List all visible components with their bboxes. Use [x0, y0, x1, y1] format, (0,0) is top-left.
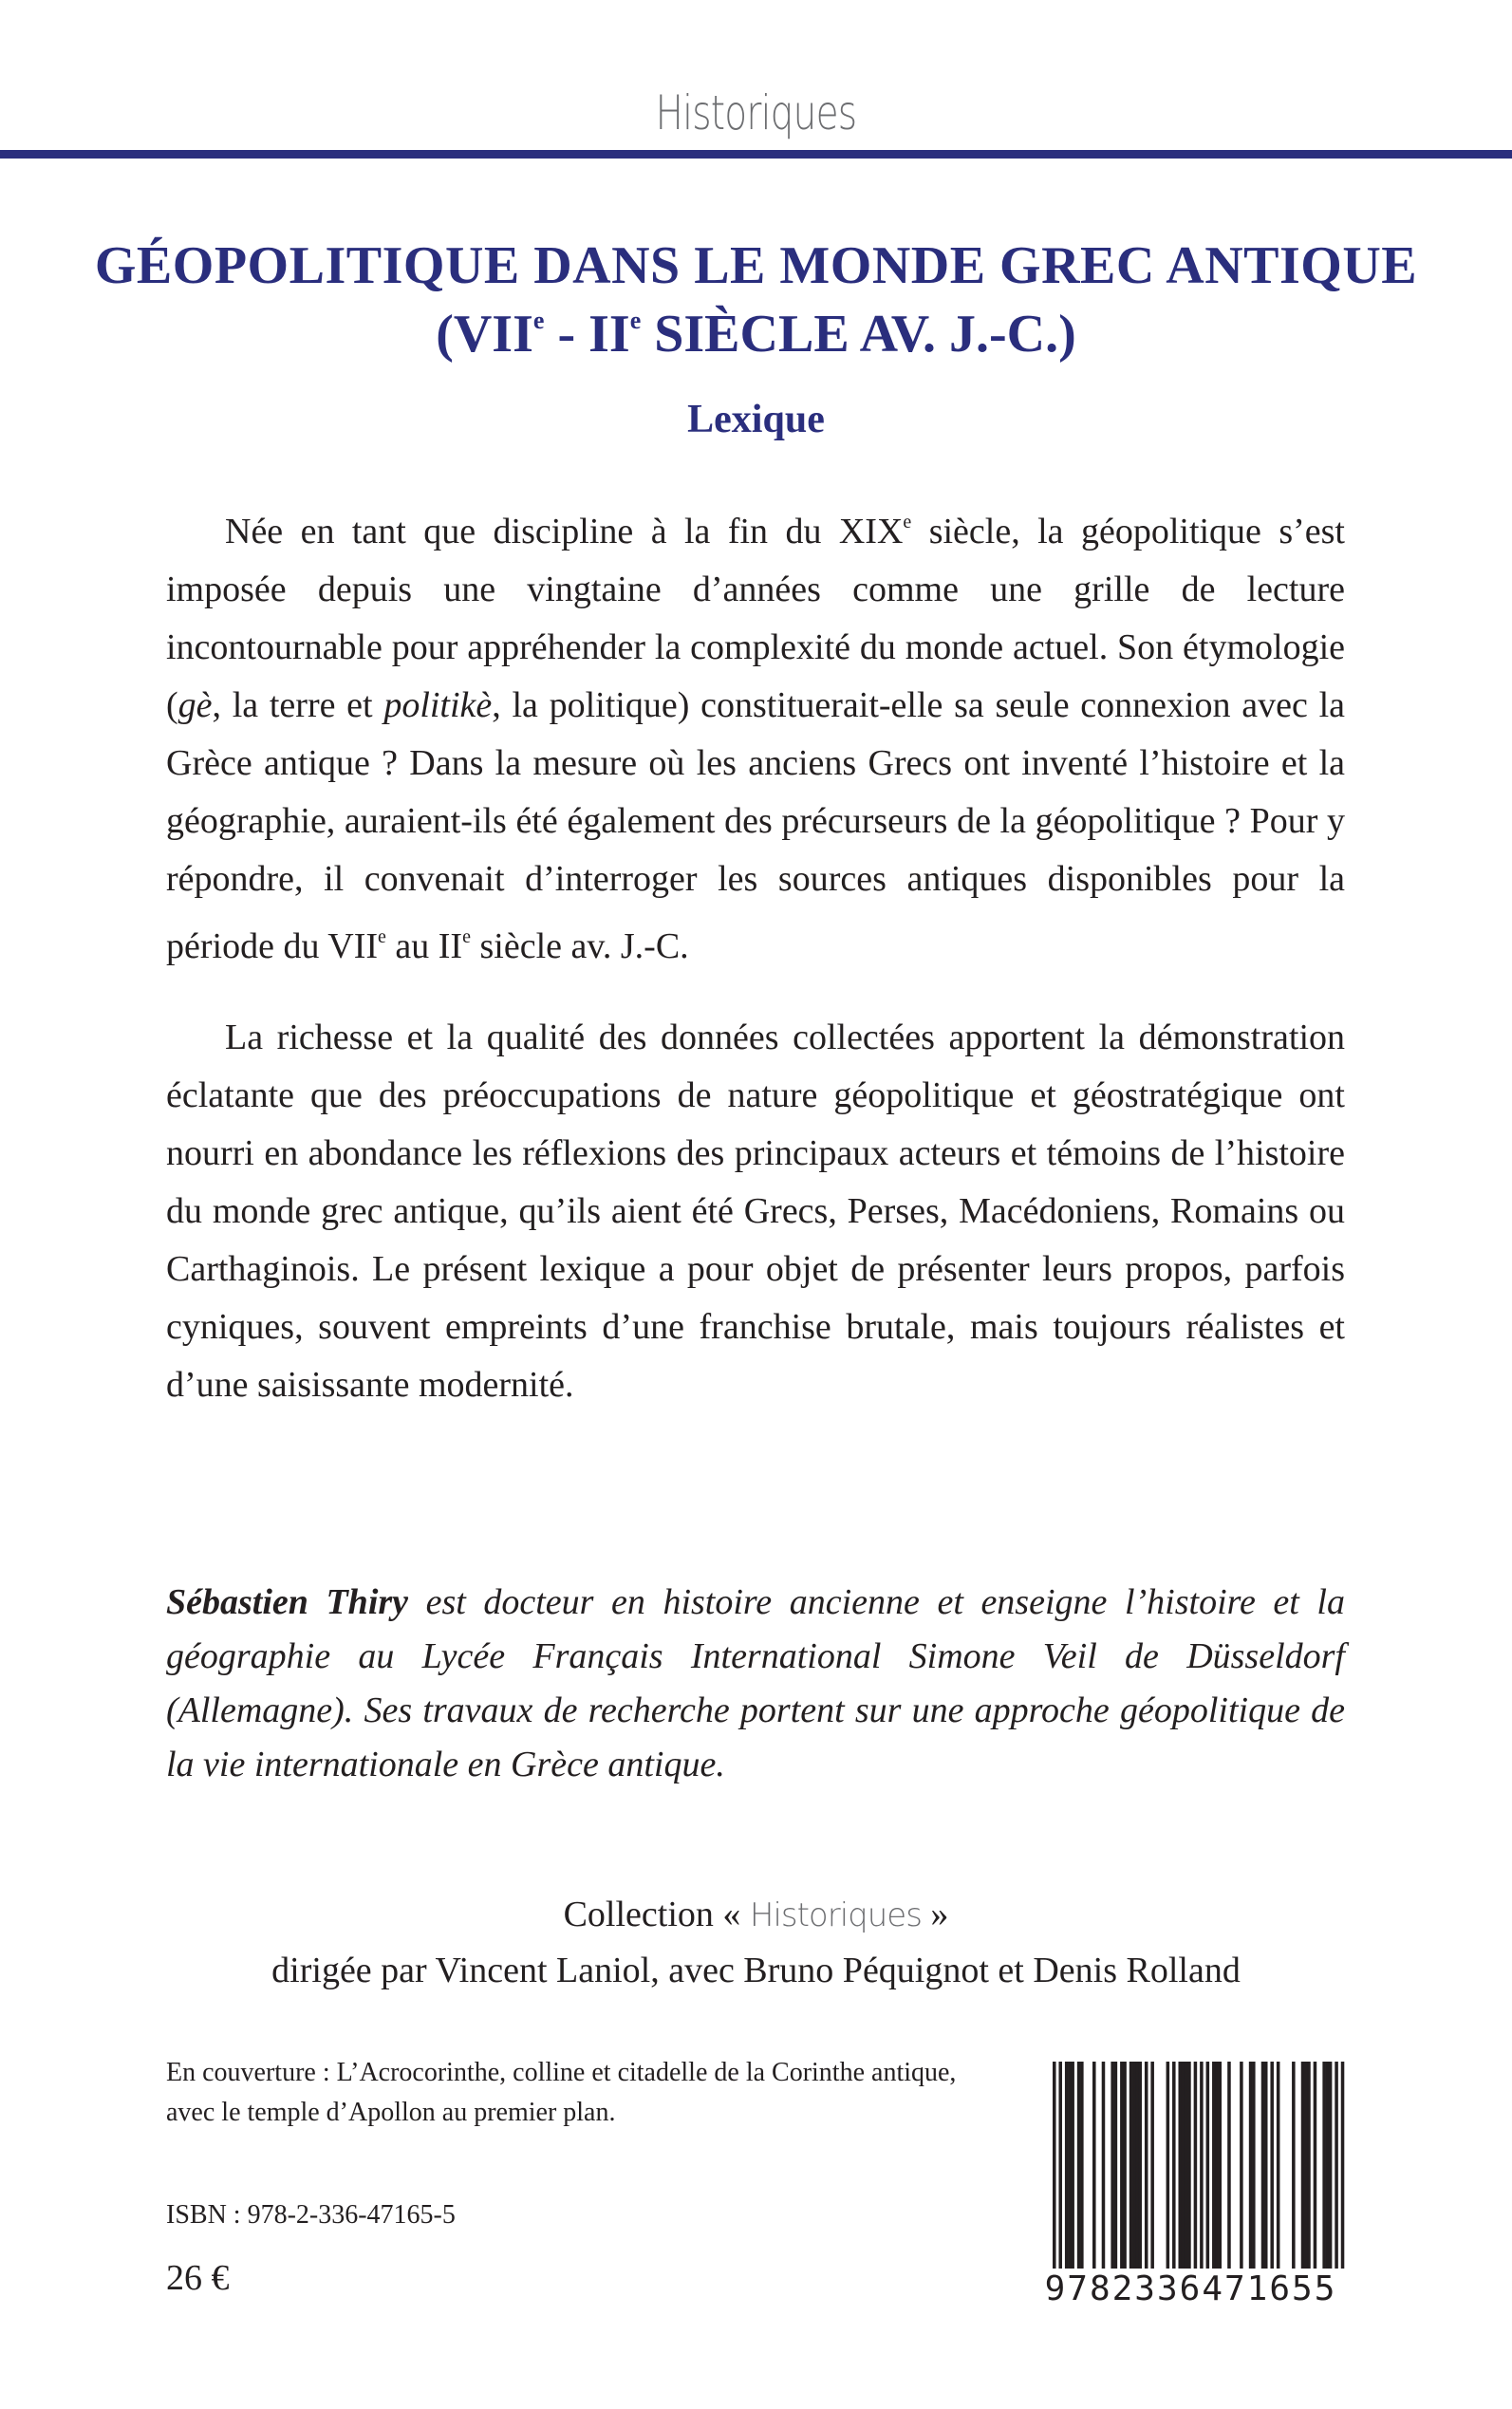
barcode-bar [1150, 2062, 1154, 2280]
barcode-bar [1240, 2062, 1243, 2280]
barcode-bar [1172, 2062, 1176, 2280]
barcode-bar [1307, 2062, 1311, 2280]
barcode-bar [1185, 2062, 1188, 2280]
barcode-bar [1212, 2062, 1216, 2280]
barcode-bar [1135, 2062, 1139, 2280]
barcode-bar [1068, 2062, 1072, 2280]
barcode-bar [1132, 2062, 1136, 2280]
barcode-bar [1227, 2062, 1231, 2280]
barcode-bar [1071, 2062, 1074, 2280]
collection-line: Collection « Historiques » [563, 1895, 949, 1934]
barcode-bar [1252, 2062, 1256, 2280]
author-bio: Sébastien Thiry est docteur en histoire ancienne et enseigne l’histoire et la géographie au Lycée Français International Simone Veil de Düsseldorf (Allemagne). Ses travaux de recherche portent sur une approche géopolitique de la vie internationale en Grèce antique. [166, 1582, 1345, 1784]
barcode-bar [1335, 2062, 1338, 2280]
barcode-bar [1111, 2062, 1114, 2280]
series-header: Historiques [655, 85, 857, 140]
barcode-bar [1329, 2062, 1333, 2280]
barcode-bar [1215, 2062, 1219, 2280]
barcode-bar [1114, 2062, 1118, 2280]
barcode-bar [1194, 2062, 1198, 2280]
barcode-bar [1102, 2062, 1106, 2280]
collection-directors: dirigée par Vincent Laniol, avec Bruno Péquignot et Denis Rolland [271, 1951, 1241, 1990]
barcode-bar [1264, 2062, 1268, 2280]
barcode-bar [1322, 2062, 1326, 2280]
price: 26 € [166, 2258, 230, 2298]
barcode-bar [1167, 2062, 1170, 2280]
book-title-line2: (VIIe - IIe SIÈCLE AV. J.-C.) [436, 305, 1076, 364]
barcode-bar [1080, 2062, 1084, 2280]
barcode-bar [1187, 2062, 1191, 2280]
book-subtitle: Lexique [687, 398, 825, 441]
barcode-bar [1261, 2062, 1265, 2280]
barcode-bar [1249, 2062, 1253, 2280]
barcode-bar [1129, 2062, 1133, 2280]
barcode-bar [1200, 2062, 1204, 2280]
barcode-bar [1058, 2062, 1062, 2280]
barcode-digits: 9782336471655 [1032, 2269, 1350, 2310]
barcode-bar [1304, 2062, 1308, 2280]
isbn: ISBN : 978-2-336-47165-5 [166, 2200, 456, 2230]
collection-series-name: Historiques [749, 1896, 922, 1934]
collection-info [0, 1887, 1512, 1998]
cover-credit: En couverture : L’Acrocorinthe, colline et citadelle de la Corinthe antique, avec le temple d’Apollon au premier plan. [166, 2058, 957, 2127]
barcode-bar [1206, 2062, 1210, 2280]
barcode-bar [1292, 2062, 1296, 2280]
barcode-bar [1120, 2062, 1124, 2280]
barcode-bar [1182, 2062, 1185, 2280]
barcode-bar [1277, 2062, 1280, 2280]
barcode-bar [1077, 2062, 1081, 2280]
barcode-bar [1341, 2062, 1345, 2280]
barcode-bar [1314, 2062, 1317, 2280]
barcode-bar [1092, 2062, 1096, 2280]
summary-paragraph-2: La richesse et la qualité des données collectées apportent la démonstration éclatante que des préoccupations de nature géopolitique et géostratégique ont nourri en abondance les réflexions des principaux acteurs et témoins de l’histoire du monde grec antique, qu’ils aient été Grecs, Perses, Macédoniens, Romains ou Carthaginois. Le présent lexique a pour objet de présenter leurs propos, parfois cyniques, souvent empreints d’une franchise brutale, mais toujours réalistes et d’une saisissante modernité. [166, 1018, 1345, 1405]
summary-paragraph-1: Née en tant que discipline à la fin du XIXe siècle, la géopolitique s’est imposée depuis une vingtaine d’années comme une grille de lecture incontournable pour appréhender la complexité du monde actuel. Son étymologie (gè, la terre et politikè, la politique) constituerait-elle sa seule connexion avec la Grèce antique ? Dans la mesure où les anciens Grecs ont inventé l’histoire et la géographie, auraient-ils été également des précurseurs de la géopolitique ? Pour y répondre, il convenait d’interroger les sources antiques disponibles pour la période du VIIe au IIe siècle av. J.-C. [166, 512, 1345, 966]
barcode-bar [1053, 2062, 1056, 2280]
barcode-bar [1065, 2062, 1069, 2280]
author-name: Sébastien Thiry [166, 1582, 409, 1622]
barcode-bar [1138, 2062, 1142, 2280]
top-rule [0, 150, 1512, 159]
barcode-bar [1123, 2062, 1127, 2280]
barcode-bar [1326, 2062, 1330, 2280]
book-title-line1: GÉOPOLITIQUE DANS LE MONDE GREC ANTIQUE [94, 236, 1418, 295]
barcode-bar [1178, 2062, 1182, 2280]
barcode-bar [1270, 2062, 1274, 2280]
barcode-bar [1219, 2062, 1223, 2280]
barcode-bar [1301, 2062, 1305, 2280]
barcode-bar [1145, 2062, 1148, 2280]
